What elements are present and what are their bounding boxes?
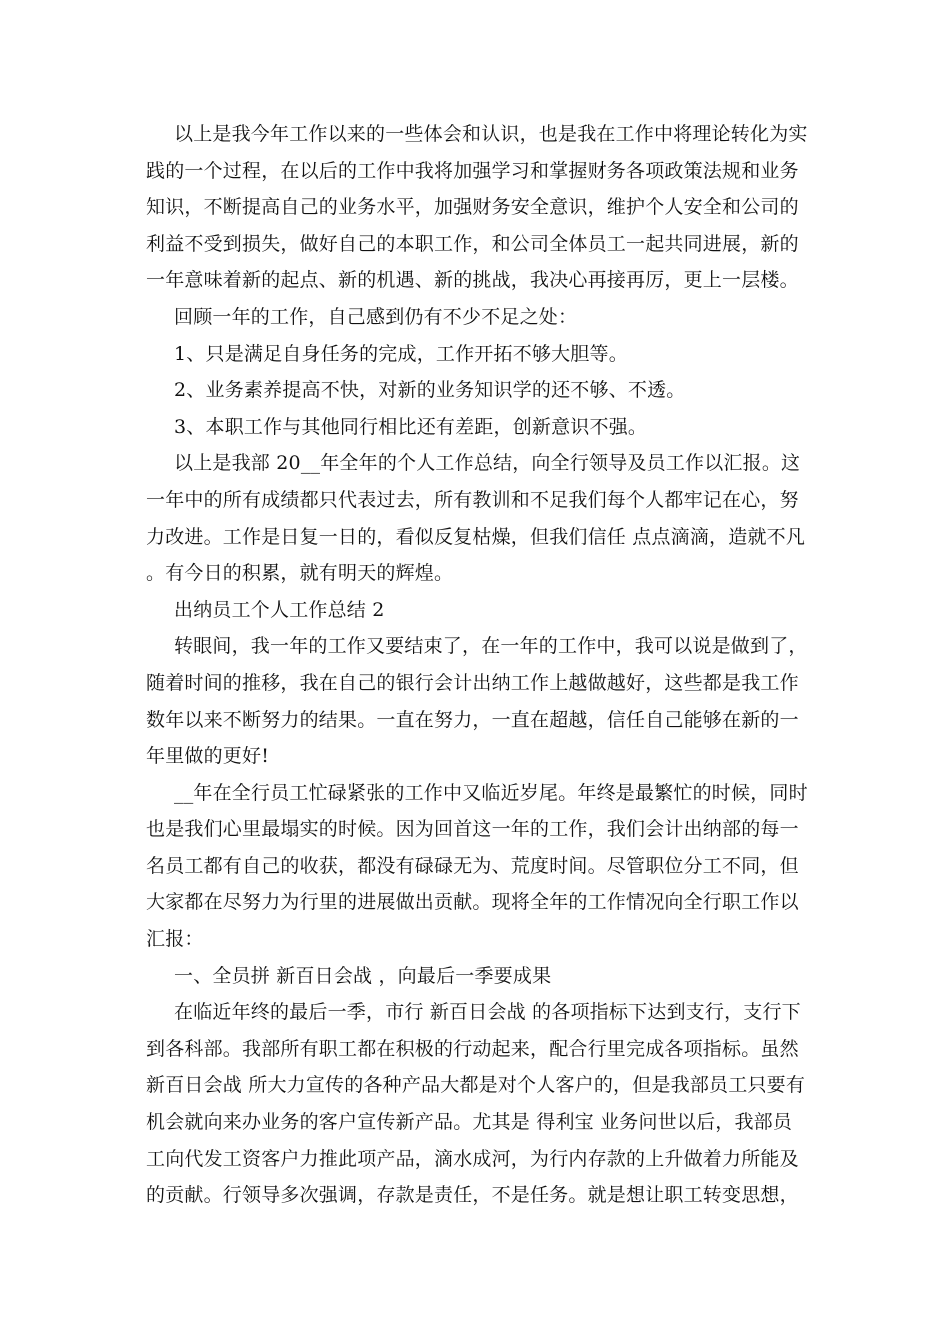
list-item: 1、只是满足自身任务的完成，工作开拓不够大胆等。 xyxy=(174,342,628,365)
paragraph-line: __年在全行员工忙碌紧张的工作中又临近岁尾。年终是最繁忙的时候，同时 xyxy=(174,781,808,804)
paragraph-line: 汇报： xyxy=(146,928,204,951)
paragraph-line: 年里做的更好! xyxy=(146,745,270,768)
paragraph-line: 以上是我部 20__年全年的个人工作总结，向全行领导及员工作以汇报。这 xyxy=(174,452,801,475)
paragraph-line: 的贡献。行领导多次强调，存款是责任，不是任务。就是想让职工转变思想， xyxy=(146,1184,799,1207)
paragraph-line: 数年以来不断努力的结果。一直在努力，一直在超越，信任自己能够在新的一 xyxy=(146,708,799,731)
paragraph-line: 利益不受到损失，做好自己的本职工作，和公司全体员工一起共同进展，新的 xyxy=(146,232,799,255)
paragraph-line: 新百日会战 所大力宣传的各种产品大都是对个人客户的，但是我部员工只要有 xyxy=(146,1074,806,1097)
subsection-heading: 一、全员拼 新百日会战 ，向最后一季要成果 xyxy=(174,964,552,987)
paragraph-line: 力改进。工作是日复一日的，看似反复枯燥，但我们信任 点点滴滴，造就不凡 xyxy=(146,525,806,548)
paragraph-line: 转眼间，我一年的工作又要结束了，在一年的工作中，我可以说是做到了， xyxy=(174,635,808,658)
paragraph-line: 大家都在尽努力为行里的进展做出贡献。现将全年的工作情况向全行职工作以 xyxy=(146,891,799,914)
paragraph-line: 工向代发工资客户力推此项产品，滴水成河，为行内存款的上升做着力所能及 xyxy=(146,1147,799,1170)
list-item: 2、业务素养提高不快，对新的业务知识学的还不够、不透。 xyxy=(174,379,686,402)
paragraph-line: 随着时间的推移，我在自己的银行会计出纳工作上越做越好，这些都是我工作 xyxy=(146,671,799,694)
paragraph-line: 名员工都有自己的收获，都没有碌碌无为、荒度时间。尽管职位分工不同，但 xyxy=(146,854,799,877)
paragraph-line: 回顾一年的工作，自己感到仍有不少不足之处： xyxy=(174,305,578,328)
section-heading: 出纳员工个人工作总结 2 xyxy=(174,598,385,621)
paragraph-line: 也是我们心里最塌实的时候。因为回首这一年的工作，我们会计出纳部的每一 xyxy=(146,818,799,841)
paragraph-line: 一年中的所有成绩都只代表过去，所有教训和不足我们每个人都牢记在心，努 xyxy=(146,488,799,511)
paragraph-line: 。有今日的积累，就有明天的辉煌。 xyxy=(146,562,454,585)
paragraph-line: 机会就向来办业务的客户宣传新产品。尤其是 得利宝 业务问世以后，我部员 xyxy=(146,1111,793,1134)
list-item: 3、本职工作与其他同行相比还有差距，创新意识不强。 xyxy=(174,415,648,438)
paragraph-line: 践的一个过程，在以后的工作中我将加强学习和掌握财务各项政策法规和业务 xyxy=(146,159,799,182)
paragraph-line: 到各科部。我部所有职工都在积极的行动起来，配合行里完成各项指标。虽然 xyxy=(146,1037,799,1060)
document-body xyxy=(146,116,806,1214)
paragraph-line: 知识，不断提高自己的业务水平，加强财务安全意识，维护个人安全和公司的 xyxy=(146,196,799,219)
paragraph-line: 以上是我今年工作以来的一些体会和认识，也是我在工作中将理论转化为实 xyxy=(174,123,808,145)
paragraph-line: 一年意味着新的起点、新的机遇、新的挑战，我决心再接再厉，更上一层楼。 xyxy=(146,269,799,292)
paragraph-line: 在临近年终的最后一季，市行 新百日会战 的各项指标下达到支行，支行下 xyxy=(174,1001,801,1024)
